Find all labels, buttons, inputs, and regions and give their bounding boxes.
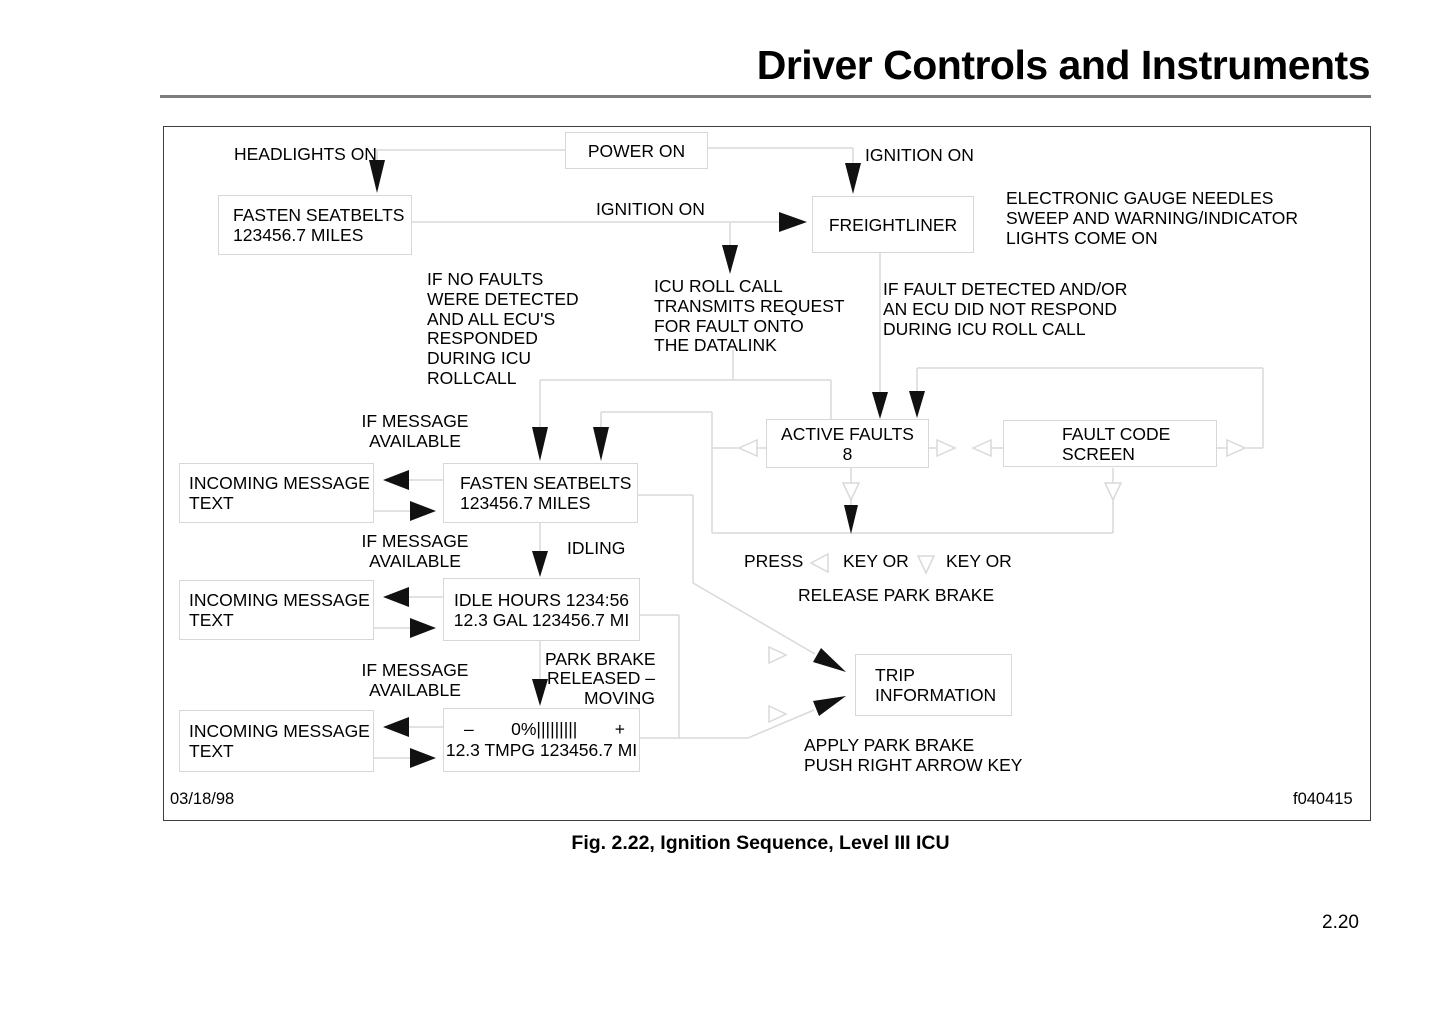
label-line: IF NO FAULTS (427, 269, 544, 289)
node-idle-hours (443, 578, 640, 641)
label-if-fault-detected (883, 280, 1127, 339)
label-ignition-on-top: IGNITION ON (865, 145, 974, 165)
label-line: RESPONDED (427, 328, 538, 349)
flow-arrow-to-trip-info-upper (813, 648, 846, 672)
key-right-icon (937, 440, 955, 456)
flow-arrow-to-idle-hours (532, 551, 548, 577)
node-freightliner (812, 196, 974, 253)
label-line: APPLY PARK BRAKE (804, 735, 975, 755)
node-power-on (565, 132, 708, 169)
label-release-park-brake: RELEASE PARK BRAKE (798, 585, 995, 605)
key-down-icon (843, 483, 859, 500)
label-line: AVAILABLE (369, 430, 461, 451)
node-trip-gauge (443, 708, 640, 772)
node-incoming-message-2 (179, 580, 374, 640)
key-right-icon (769, 647, 786, 663)
label-line: SWEEP AND WARNING/INDICATOR (1006, 208, 1299, 228)
label-line: AVAILABLE (369, 679, 461, 700)
node-line: IDLE HOURS 1234:56 (453, 589, 630, 610)
gauge-minus: – (464, 719, 474, 739)
node-fasten-seatbelts-mid (443, 463, 638, 523)
node-line: FAULT CODE (1062, 423, 1171, 444)
key-left-icon (739, 440, 757, 456)
trip-gauge-bar-row (444, 719, 639, 740)
label-line: DURING ICU (427, 348, 532, 369)
flow-arrow-loop-to-active-faults (909, 391, 925, 418)
label-park-brake-released (545, 650, 655, 708)
node-fasten-seatbelts-top (218, 195, 412, 255)
node-line: TEXT (189, 610, 234, 630)
node-active-faults (766, 419, 929, 468)
label-line: AND ALL ECU'S (427, 308, 556, 329)
node-line: FASTEN SEATBELTS (233, 205, 405, 225)
label-line: IF MESSAGE (361, 531, 469, 551)
node-line: FASTEN SEATBELTS (460, 473, 632, 493)
page-number: 2.20 (1322, 912, 1359, 933)
key-left-icon (811, 554, 828, 572)
label-line: IF MESSAGE (361, 411, 469, 431)
page-title: Driver Controls and Instruments (756, 42, 1370, 88)
label-if-no-faults (427, 270, 579, 389)
key-right-icon (1227, 440, 1245, 456)
node-fault-code-screen (1003, 420, 1217, 467)
node-line: 8 (842, 443, 853, 464)
flow-arrow-power-to-seatbelts (369, 160, 385, 193)
node-line: INCOMING MESSAGE (189, 590, 370, 610)
message-arrow-left-2 (383, 587, 409, 607)
trip-gauge-stats: 12.3 TMPG 123456.7 MI (445, 740, 638, 760)
flow-arrow-power-to-freightliner (845, 163, 861, 194)
flow-arrow-to-fasten-mid-left (532, 427, 548, 461)
label-line: IF MESSAGE (361, 660, 469, 680)
label-line: FOR FAULT ONTO (654, 315, 804, 336)
flow-arrow-to-icu-roll-call (722, 245, 738, 274)
node-line: INCOMING MESSAGE (189, 473, 370, 493)
label-key-or-2: KEY OR (946, 551, 1012, 571)
node-freightliner-label: FREIGHTLINER (828, 214, 958, 235)
label-if-message-available-3 (350, 661, 480, 701)
key-left-icon (973, 440, 991, 456)
label-line: ROLLCALL (427, 367, 517, 388)
date-stamp: 03/18/98 (170, 790, 235, 808)
label-line: PUSH RIGHT ARROW KEY (804, 754, 1023, 775)
node-incoming-message-3 (179, 710, 374, 772)
label-line: AN ECU DID NOT RESPOND (883, 298, 1118, 319)
label-ignition-on-mid: IGNITION ON (596, 199, 705, 219)
message-arrow-right-2 (410, 618, 436, 638)
label-electronic-gauge (1006, 188, 1298, 248)
node-line: INCOMING MESSAGE (189, 721, 370, 741)
label-line: MOVING (584, 687, 655, 708)
message-arrow-left-3 (383, 717, 409, 737)
node-trip-information (855, 654, 1012, 716)
node-line: TEXT (189, 741, 234, 761)
label-apply-park-brake (804, 736, 1022, 776)
node-line: 123456.7 MILES (233, 225, 364, 245)
key-right-icon (769, 706, 786, 722)
message-arrow-left-1 (383, 470, 409, 490)
node-line: SCREEN (1062, 443, 1135, 464)
label-key-or-1: KEY OR (843, 551, 909, 571)
node-power-on-label: POWER ON (587, 140, 686, 161)
message-arrow-right-1 (410, 501, 436, 521)
label-line: RELEASED – (547, 668, 655, 689)
label-line: ELECTRONIC GAUGE NEEDLES (1006, 188, 1274, 208)
label-line: AVAILABLE (369, 550, 461, 571)
label-if-message-available-1 (350, 412, 480, 452)
label-line: IF FAULT DETECTED AND/OR (883, 279, 1128, 299)
label-if-message-available-2 (350, 532, 480, 572)
node-incoming-message-1 (179, 463, 374, 523)
label-line: ICU ROLL CALL (654, 276, 783, 296)
key-down-icon (918, 556, 934, 573)
flow-arrow-to-trip-info-lower (813, 696, 846, 716)
label-line: LIGHTS COME ON (1006, 228, 1158, 248)
label-line: PARK BRAKE (545, 649, 656, 669)
label-icu-roll-call (654, 277, 845, 356)
node-line: ACTIVE FAULTS (781, 423, 914, 444)
label-line: WERE DETECTED (427, 288, 579, 309)
figure-caption: Fig. 2.22, Ignition Sequence, Level III ICU (571, 832, 950, 854)
node-line: 123456.7 MILES (460, 493, 591, 513)
label-press: PRESS (744, 551, 804, 571)
node-line: TRIP (875, 665, 915, 685)
label-headlights-on: HEADLIGHTS ON (234, 144, 377, 164)
label-line: TRANSMITS REQUEST (654, 295, 845, 316)
flow-arrow-ignition-to-freightliner (779, 212, 807, 232)
figure-code: f040415 (1293, 790, 1353, 808)
node-line: INFORMATION (875, 685, 997, 705)
node-line: TEXT (189, 493, 234, 513)
gauge-plus: + (614, 719, 625, 739)
label-line: THE DATALINK (654, 335, 777, 356)
label-idling: IDLING (567, 538, 626, 558)
flow-arrow-active-faults-down (844, 505, 858, 534)
flow-arrow-fault-to-active-faults (872, 392, 888, 419)
message-arrow-right-3 (410, 748, 436, 768)
flow-arrow-to-fasten-mid-right (593, 427, 609, 461)
key-down-icon (1105, 483, 1121, 500)
node-line: 12.3 GAL 123456.7 MI (453, 609, 630, 630)
gauge-level: 0%||||||||| (511, 719, 578, 739)
label-line: DURING ICU ROLL CALL (883, 318, 1086, 339)
